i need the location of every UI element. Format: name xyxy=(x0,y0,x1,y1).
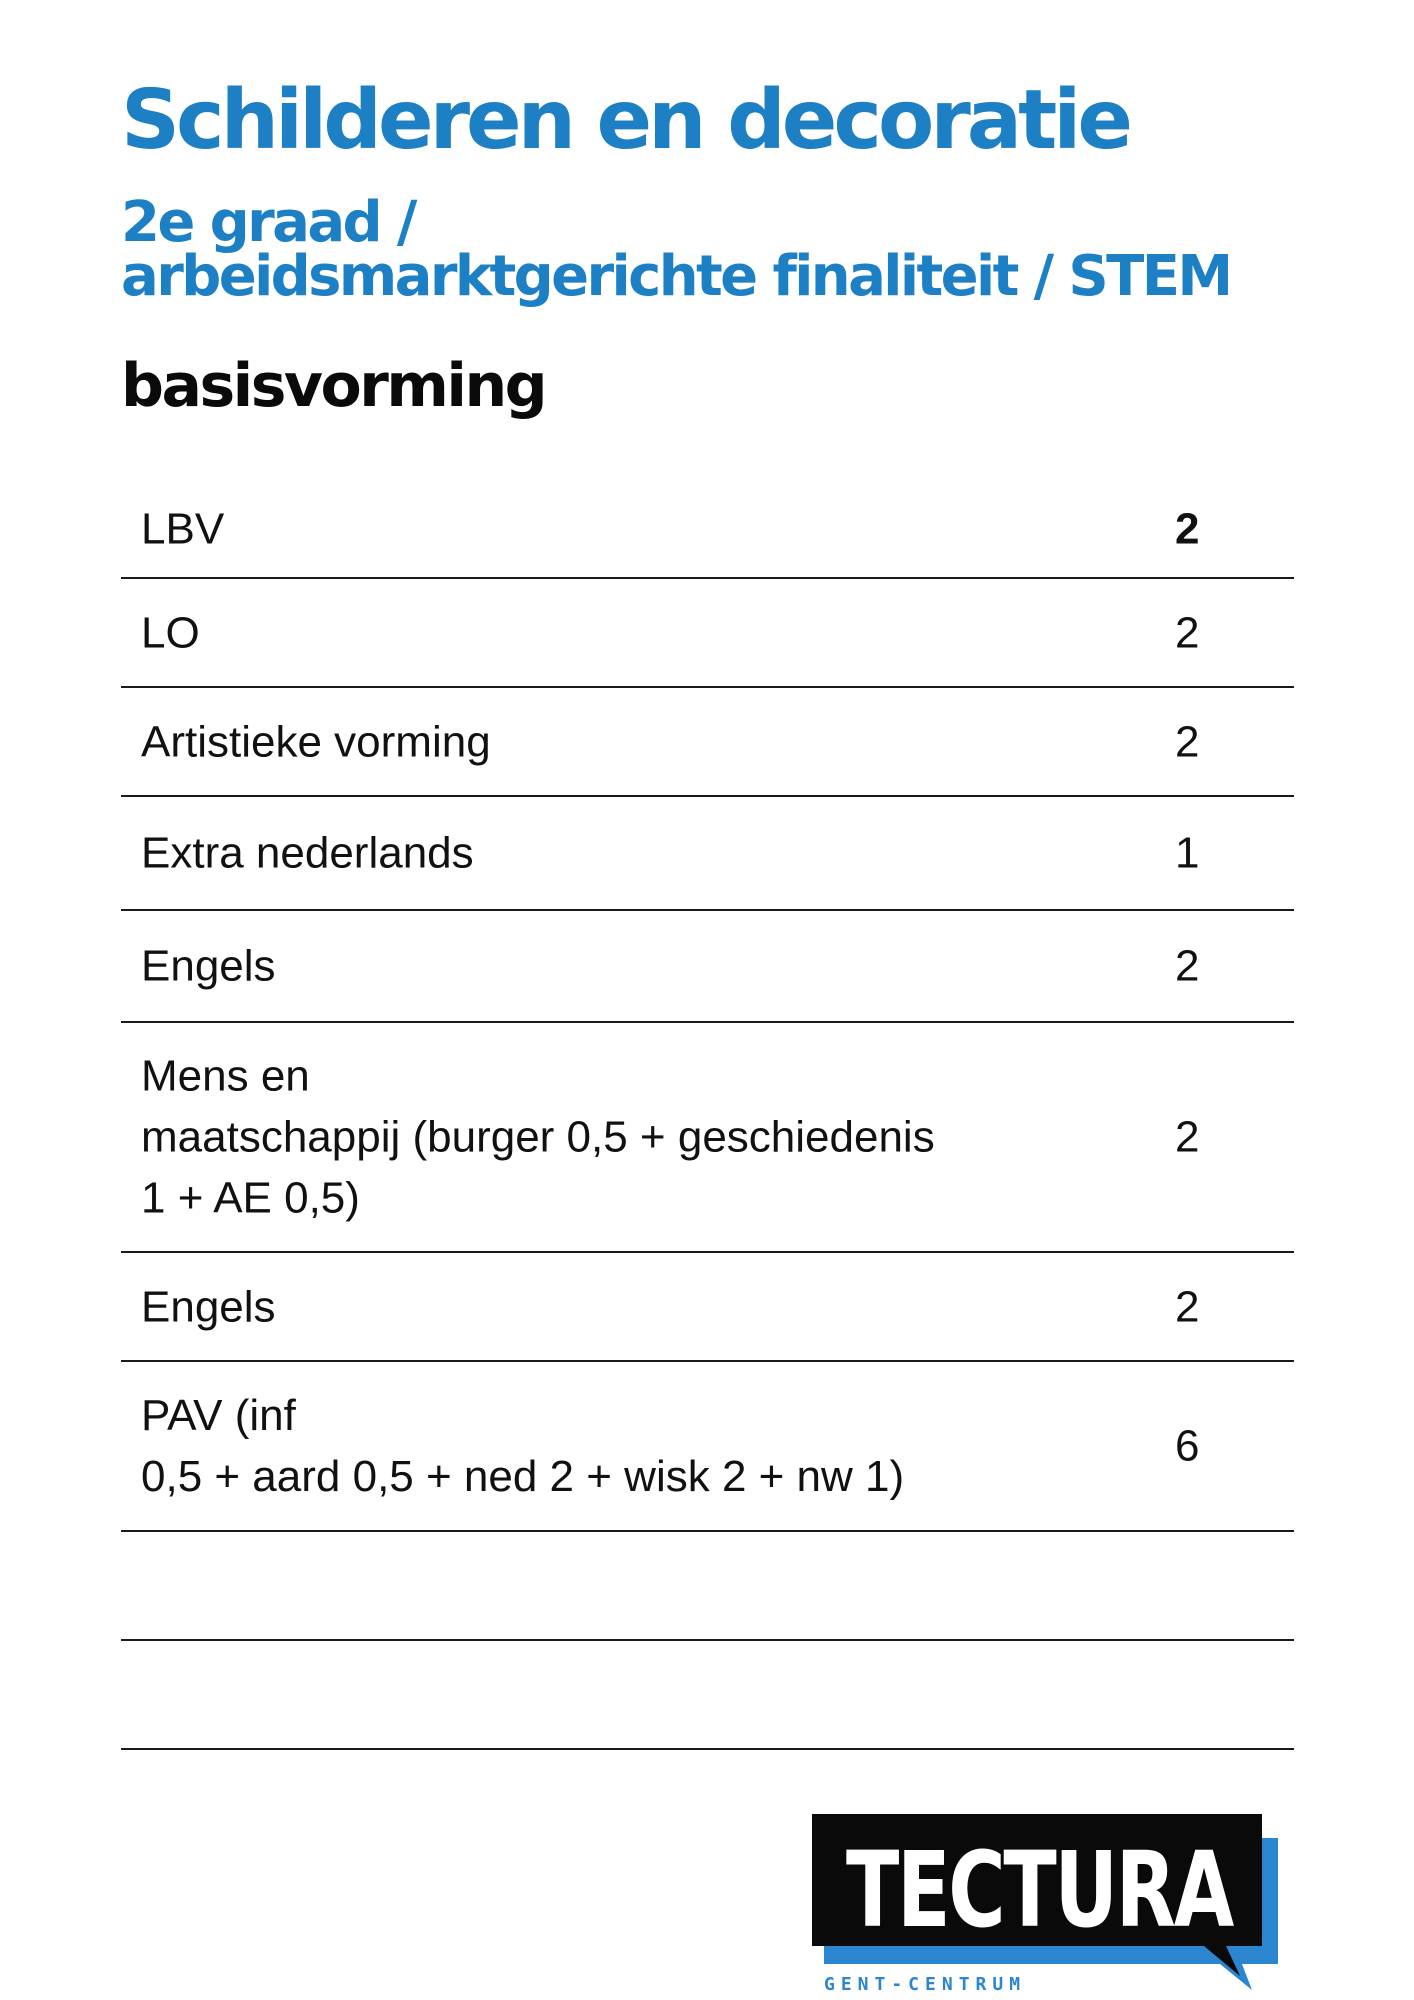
hours-value: 1 xyxy=(1175,828,1200,878)
table-row-empty xyxy=(121,1532,1294,1641)
page-title: Schilderen en decoratie xyxy=(121,73,1130,168)
subject-label: LBV xyxy=(141,504,225,553)
table-row xyxy=(121,1023,1294,1253)
subtitle-line-grade: 2e graad / xyxy=(121,190,415,255)
table-row xyxy=(121,1362,1294,1532)
subtitle-line-finality: arbeidsmarktgerichte finaliteit / STEM xyxy=(121,244,1231,309)
table-row xyxy=(121,480,1294,579)
table-row xyxy=(121,1253,1294,1362)
table-row xyxy=(121,911,1294,1023)
hours-value: 2 xyxy=(1175,717,1200,766)
hours-value: 2 xyxy=(1175,608,1200,657)
hours-value: 6 xyxy=(1175,1421,1200,1471)
subject-label: Engels xyxy=(141,941,276,991)
subject-label: Extra nederlands xyxy=(141,828,474,878)
subject-label: Artistieke vorming xyxy=(141,717,491,766)
hours-value: 2 xyxy=(1175,1282,1200,1331)
table-row xyxy=(121,797,1294,911)
subject-label: LO xyxy=(141,608,200,657)
subject-label: Engels xyxy=(141,1282,276,1331)
section-heading: basisvorming xyxy=(121,351,546,421)
table-row xyxy=(121,579,1294,688)
subjects-table xyxy=(121,480,1294,1750)
subtitle xyxy=(121,190,1231,309)
table-row xyxy=(121,688,1294,797)
subject-label: PAV (inf 0,5 + aard 0,5 + ned 2 + wisk 2 + nw 1) xyxy=(141,1391,905,1501)
hours-value: 2 xyxy=(1175,1112,1200,1162)
hours-value: 2 xyxy=(1175,504,1200,553)
logo-tagline: GENT-CENTRUM xyxy=(824,1974,1027,1995)
tectura-logo xyxy=(812,1814,1284,1995)
logo-wordmark: TECTURA xyxy=(846,1829,1234,1951)
table-row-empty xyxy=(121,1641,1294,1750)
hours-value: 2 xyxy=(1175,941,1200,991)
subject-label: Mens en maatschappij (burger 0,5 + geschiedenis 1 + AE 0,5) xyxy=(141,1051,935,1223)
